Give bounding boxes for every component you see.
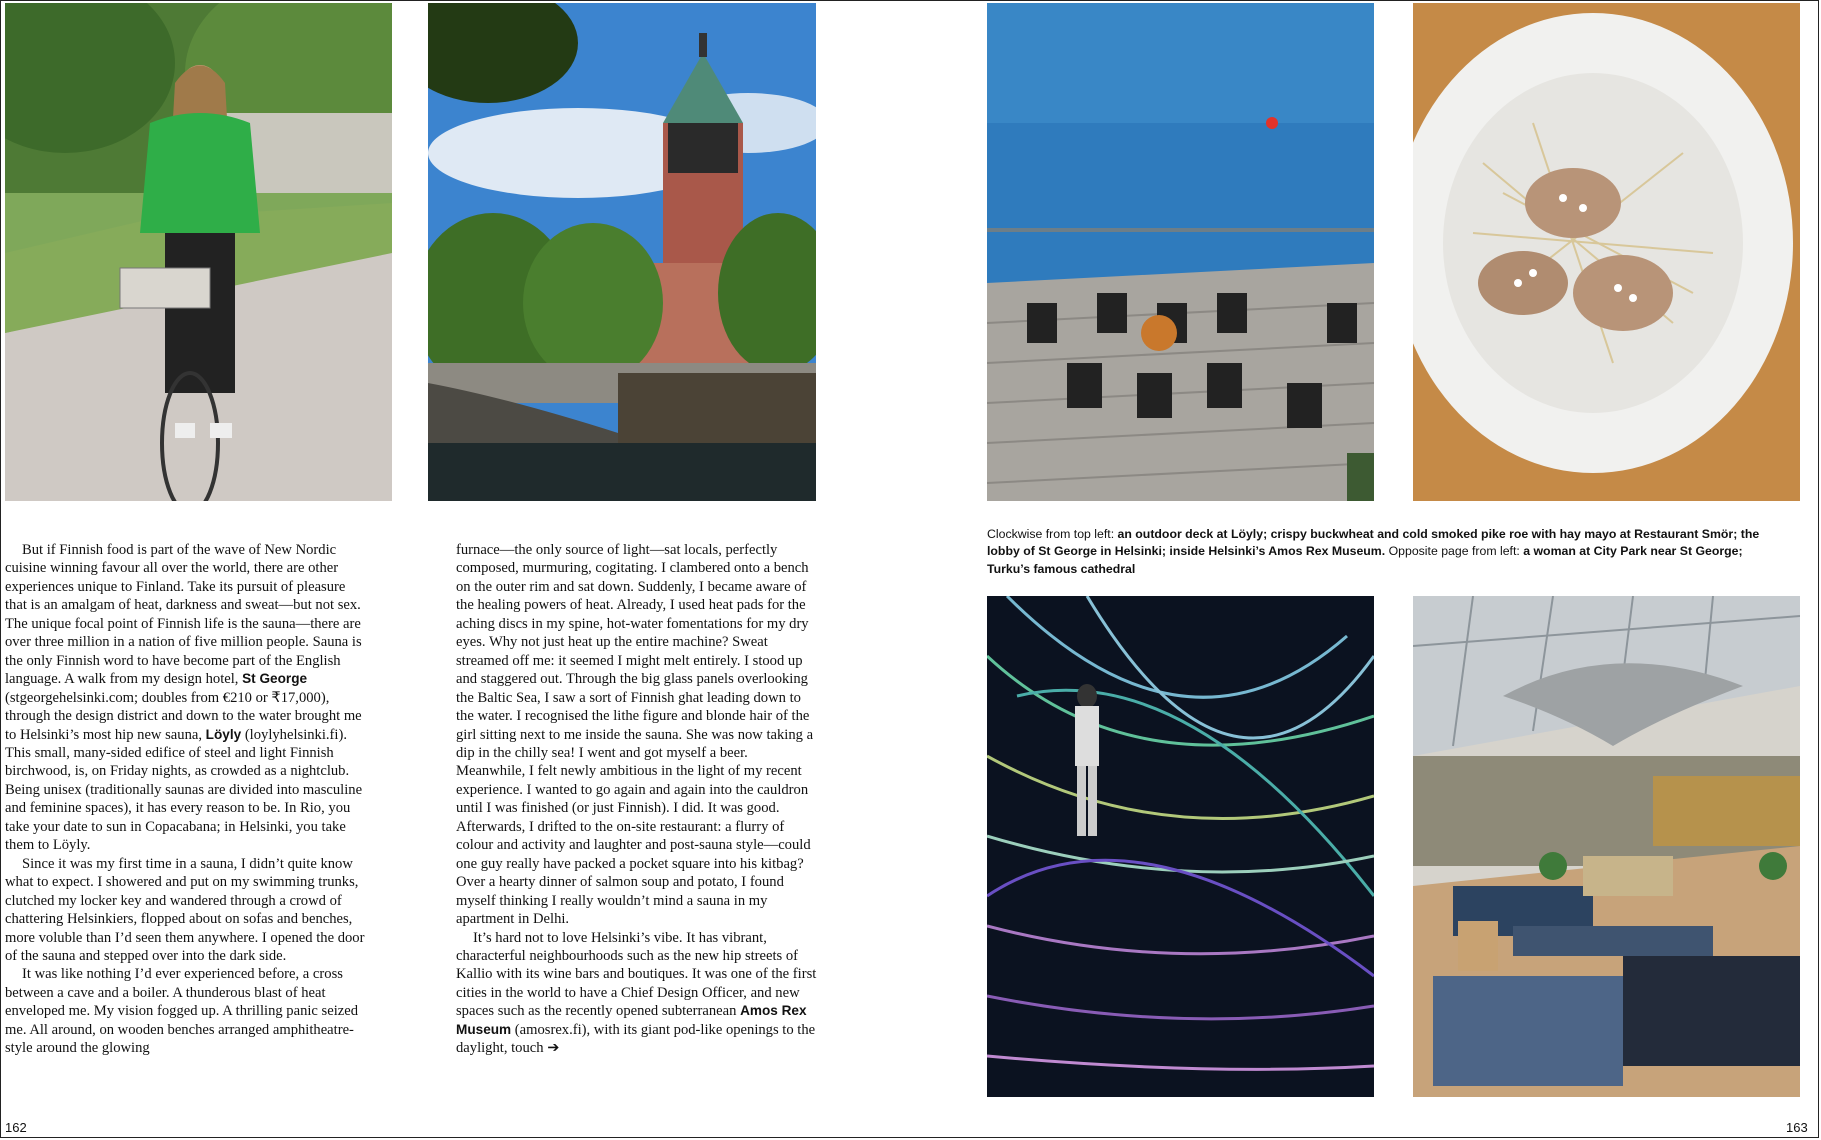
paragraph (5, 541, 366, 855)
amos-rex-museum-photo (987, 596, 1374, 1097)
sauna-name: Löyly (205, 726, 242, 742)
cathedral-photo (428, 3, 816, 501)
restaurant-dish-photo (1413, 3, 1800, 501)
body-column-2 (456, 541, 818, 1058)
caption-lead: Clockwise from top left: (987, 527, 1118, 541)
continued-arrow-icon: ➔ (547, 1040, 560, 1057)
hotel-name: St George (242, 671, 308, 687)
paragraph (456, 929, 818, 1058)
caption-bold-2: a woman at City Park near St George; Turku’s famous cathedral (987, 544, 1743, 576)
page-number-right: 163 (1786, 1120, 1808, 1135)
loyly-deck-photo (987, 3, 1374, 501)
caption-mid: Opposite page from left: (1385, 544, 1524, 559)
text: But if Finnish food is part of the wave of New Nordic cuisine winning favour all over the world, there are other experiences unique to Finland. Take its pursuit of pleasure that is an amalgam of heat, darkness and sweat—but not sex. The unique focal point of Finnish life is the sauna—there are over three million in a nation of five million people. Sauna is the only Finnish word to have become part of the English language. A walk from my design hotel, (5, 542, 362, 688)
museum-name: Amos Rex Museum (456, 1003, 807, 1037)
text: (loylyhelsinki.fi). This small, many-sided edifice of steel and light Finnish birchwood, is, on Friday nights, as crowded as a nightclub. Being unisex (traditionally saunas are divided into masculine and feminine spaces), it has every reason to be. In Rio, you take your date to sun in Copacabana; in Helsinki, you take them to Löyly. (5, 726, 363, 854)
text: (amosrex.fi), with its giant pod-like openings to the daylight, touch (456, 1021, 816, 1057)
page-number-left: 162 (5, 1120, 27, 1135)
text: (stgeorgehelsinki.com; doubles from €210 or ₹17,000), through the design district and down to the water brought me to Helsinki’s most hip new sauna, (5, 689, 362, 743)
st-george-lobby-photo (1413, 596, 1800, 1097)
woman-bicycle-photo (5, 3, 392, 501)
photo-caption (987, 526, 1777, 578)
paragraph: Since it was my first time in a sauna, I didn’t quite know what to expect. I showered and put on my swimming trunks, clutched my locker key and wandered through a crowd of chattering Helsinkiers, flopped about on sofas and benches, more voluble than I’d seen them anywhere. I opened the door of the sauna and stepped over into the dark side. (5, 855, 365, 964)
paragraph: furnace—the only source of light—sat locals, perfectly composed, murmuring, cogitating. I clambered onto a bench on the outer rim and sat down. Suddenly, I became aware of the healing powers of heat. Already, I used heat pads for the aching discs in my spine, hot-water fomentations for my dry eyes. Why not just heat up the entire machine? Sweat streamed off me: it seemed I might melt entirely. I stood up and staggered out. Through the big glass panels overlooking the Baltic Sea, I saw a sort of Finnish ghat leading down to the water. I recognised the lithe figure and blonde hair of the girl sitting next to me inside the sauna. She was now taking a dip in the chilly sea! I went and got myself a beer. Meanwhile, I felt newly ambitious in the light of my recent experience. I wanted to go again and again into the cauldron until I was finished (or just Finnish). I did. It was good. Afterwards, I drifted to the on-site restaurant: a flurry of colour and activity and laughter and post-sauna style—could one guy really have packed a pocket square into his kitbag? Over a hearty dinner of salmon soup and potato, I found myself thinking I really wouldn’t mind a sauna in my apartment in Delhi. (456, 542, 814, 928)
paragraph: It was like nothing I’d ever experienced before, a cross between a cave and a boiler. A thunderous blast of heat enveloped me. My vision fogged up. A thrilling panic seized me. All around, on wooden benches arranged amphitheatre-style around the glowing (5, 966, 359, 1057)
body-column-1 (5, 541, 366, 1058)
text: It’s hard not to love Helsinki’s vibe. It has vibrant, characterful neighbourhoods such as the new hip streets of Kallio with its wine bars and boutiques. It was one of the first cities in the world to have a Chief Design Officer, and new spaces such as the recently opened subterranean (456, 929, 817, 1020)
caption-bold-1: an outdoor deck at Löyly; crispy buckwheat and cold smoked pike roe with hay mayo at Restaurant Smör; the lobby of St George in Helsinki; inside Helsinki’s Amos Rex Museum. (987, 527, 1760, 559)
